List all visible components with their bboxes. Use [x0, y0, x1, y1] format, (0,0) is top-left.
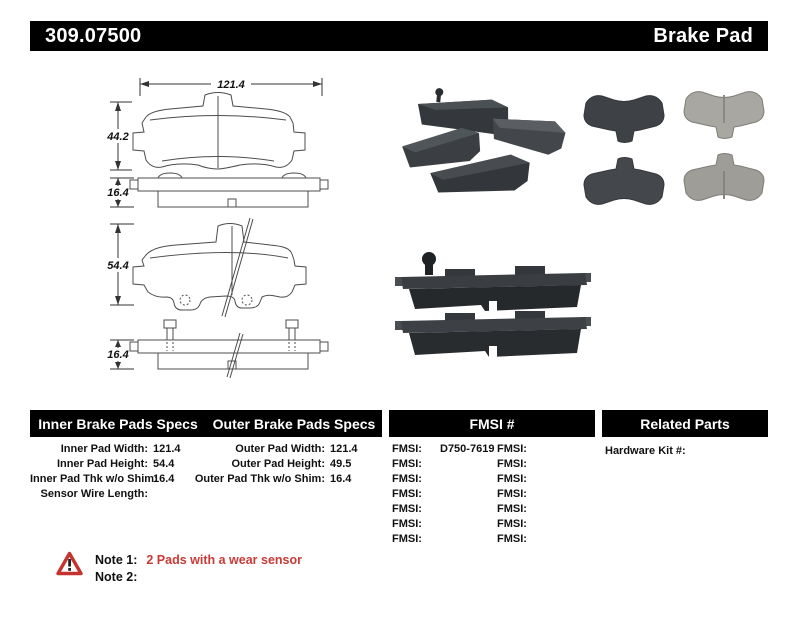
pad-right: [489, 113, 567, 157]
note-1: [95, 551, 302, 568]
part-number: 309.07500: [45, 24, 142, 47]
spec-label: Inner Pad Width:: [60, 442, 148, 455]
spec-value: 16.4: [330, 472, 352, 485]
spec-value: 121.4: [330, 442, 358, 455]
spec-row: [30, 441, 181, 456]
fmsi-label: FMSI:: [392, 472, 422, 485]
spec-value: 54.4: [153, 457, 175, 470]
fmsi-row: [392, 486, 494, 501]
title-bar: [30, 21, 768, 51]
fmsi-label: FMSI:: [497, 472, 527, 485]
fmsi-row: [392, 471, 494, 486]
spec-label: Sensor Wire Length:: [40, 487, 148, 500]
spec-label: Inner Pad Height:: [56, 457, 148, 470]
spec-label: Outer Pad Height:: [231, 457, 325, 470]
outer-specs-header: Outer Brake Pads Specs: [212, 415, 376, 432]
spec-row: [190, 471, 358, 486]
dim-outer-height: 44.2: [107, 131, 129, 143]
spec-value: 49.5: [330, 457, 352, 470]
pad-set-photo-flat: [578, 85, 770, 213]
fmsi-label: FMSI:: [497, 517, 527, 530]
notes-block: [95, 551, 302, 585]
related-parts-header: Related Parts: [640, 415, 730, 432]
fmsi-label: FMSI:: [497, 532, 527, 545]
fmsi-label: FMSI:: [392, 487, 422, 500]
fmsi-row: [497, 531, 542, 546]
fmsi-label: FMSI:: [392, 532, 422, 545]
fmsi-row: [497, 441, 542, 456]
note-2: [95, 568, 302, 585]
fmsi-header-bar: [389, 410, 595, 437]
pad-back-top: [584, 96, 664, 143]
fmsi-row: [392, 456, 494, 471]
dim-inner-thickness: 16.4: [107, 349, 129, 361]
note-1-label: Note 1:: [95, 552, 138, 567]
fmsi-left-column: [392, 441, 494, 546]
fmsi-row: [497, 471, 542, 486]
pad-set-photo-angled: [395, 88, 567, 206]
related-row: [605, 443, 691, 458]
fmsi-label: FMSI:: [497, 487, 527, 500]
outer-pad-edge-drawing: [103, 173, 328, 207]
technical-drawings: [90, 70, 352, 385]
fmsi-value: D750-7619: [440, 442, 495, 455]
note-2-label: Note 2:: [95, 569, 138, 584]
inner-pad-edge-drawing: [103, 320, 328, 378]
spec-row: [190, 456, 358, 471]
edge-pad-with-sensor: [395, 252, 591, 312]
pad-edge-photo: [385, 243, 600, 377]
spec-row: [30, 456, 181, 471]
inner-specs-header: Inner Brake Pads Specs: [38, 415, 198, 432]
pad-back-bottom: [584, 158, 664, 205]
related-parts-column: [605, 443, 691, 458]
specs-header-bar: [30, 410, 382, 437]
fmsi-row: [392, 441, 494, 456]
warning-icon: [56, 551, 83, 576]
spec-row: [190, 441, 358, 456]
edge-pad-plain: [395, 311, 591, 357]
fmsi-header: FMSI #: [469, 415, 515, 432]
fmsi-label: FMSI:: [497, 457, 527, 470]
outer-pad-front-drawing: [102, 77, 322, 170]
spec-value: 16.4: [153, 472, 175, 485]
dim-inner-height: 54.4: [107, 260, 129, 272]
fmsi-row: [392, 516, 494, 531]
fmsi-label: FMSI:: [392, 517, 422, 530]
spec-label: Outer Pad Thk w/o Shim:: [194, 472, 325, 485]
fmsi-row: [497, 456, 542, 471]
fmsi-row: [497, 486, 542, 501]
product-type: Brake Pad: [653, 24, 753, 47]
related-parts-header-bar: [602, 410, 768, 437]
fmsi-row: [392, 531, 494, 546]
fmsi-right-column: [497, 441, 542, 546]
inner-pad-front-drawing: [102, 218, 306, 317]
fmsi-label: FMSI:: [497, 442, 527, 455]
fmsi-row: [392, 501, 494, 516]
note-1-text: 2 Pads with a wear sensor: [146, 552, 302, 567]
spec-row: [30, 486, 181, 501]
dim-outer-width: 121.4: [217, 79, 245, 91]
spec-label: Inner Pad Thk w/o Shim:: [30, 472, 158, 485]
related-label: Hardware Kit #:: [605, 444, 686, 457]
fmsi-row: [497, 516, 542, 531]
dim-outer-thickness: 16.4: [107, 187, 129, 199]
fmsi-label: FMSI:: [497, 502, 527, 515]
fmsi-label: FMSI:: [392, 442, 422, 455]
spec-label: Outer Pad Width:: [235, 442, 325, 455]
spec-value: 121.4: [153, 442, 181, 455]
fmsi-label: FMSI:: [392, 457, 422, 470]
inner-specs-column: [30, 441, 181, 501]
outer-specs-column: [190, 441, 358, 486]
fmsi-row: [497, 501, 542, 516]
spec-row: [30, 471, 181, 486]
fmsi-label: FMSI:: [392, 502, 422, 515]
